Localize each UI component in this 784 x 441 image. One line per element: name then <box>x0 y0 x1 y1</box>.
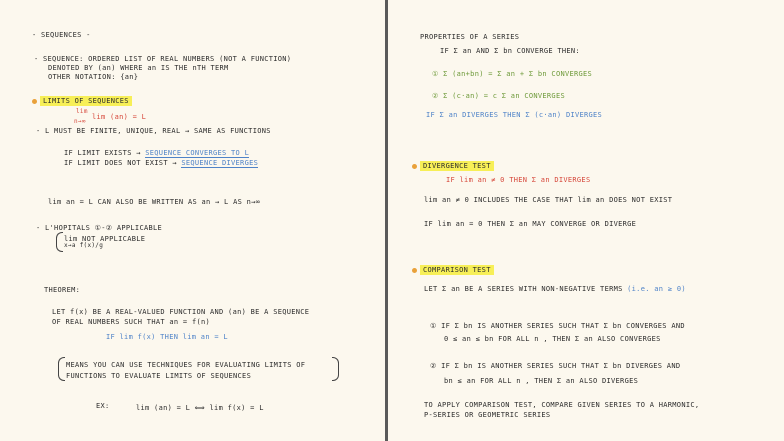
bullet-icon <box>412 268 417 273</box>
example-label: EX: <box>96 402 110 410</box>
lhopital-note: - L'HOPITALS ①-② APPLICABLE <box>36 224 163 232</box>
theorem-meaning-1: MEANS YOU CAN USE TECHNIQUES FOR EVALUATING LIMITS OF <box>66 361 306 369</box>
theorem-line-3: IF lim f(x) THEN lim an = L <box>106 333 228 341</box>
paren-right <box>332 357 339 381</box>
limit-exists-note: IF LIMIT EXISTS → SEQUENCE CONVERGES TO L <box>64 149 250 157</box>
comparison-case-1b: 0 ≤ an ≤ bn FOR ALL n , THEN Σ an ALSO CONVERGES <box>444 335 661 343</box>
properties-title: PROPERTIES OF A SERIES <box>420 33 520 41</box>
comparison-heading: COMPARISON TEST <box>412 266 494 274</box>
property-scalar: ② Σ (c·an) = c Σ an CONVERGES <box>432 92 565 100</box>
comparison-case-2a: ② IF Σ bn IS ANOTHER SERIES SUCH THAT Σ bn DIVERGES AND <box>430 362 681 370</box>
sequence-denoted: DENOTED BY (an) WHERE an IS THE nTH TERM <box>48 64 229 72</box>
comparison-case-1a: ① IF Σ bn IS ANOTHER SERIES SUCH THAT Σ bn CONVERGES AND <box>430 322 685 330</box>
limits-heading: LIMITS OF SEQUENCES <box>32 97 132 105</box>
bullet-icon <box>32 99 37 104</box>
comparison-tip-2: P-SERIES OR GEOMETRIC SERIES <box>424 411 551 419</box>
column-divider <box>385 0 388 441</box>
divergence-rule: IF lim an ≠ 0 THEN Σ an DIVERGES <box>446 176 591 184</box>
theorem-title: THEOREM: <box>44 286 81 294</box>
theorem-line-1: LET f(x) BE A REAL-VALUED FUNCTION AND (an) BE A SEQUENCE <box>52 308 310 316</box>
limit-not-exist-note: IF LIMIT DOES NOT EXIST → SEQUENCE DIVERGES <box>64 159 259 167</box>
properties-condition: IF Σ an AND Σ bn CONVERGE THEN: <box>440 47 580 55</box>
sequence-other-notation: OTHER NOTATION: {an} <box>48 73 139 81</box>
theorem-line-2: OF REAL NUMBERS SUCH THAT an = f(n) <box>52 318 211 326</box>
limit-note-finite: - L MUST BE FINITE, UNIQUE, REAL → SAME AS FUNCTIONS <box>36 127 271 135</box>
limit-equation: lim (an) = L <box>92 113 147 121</box>
divergence-zero-note: IF lim an = 0 THEN Σ an MAY CONVERGE OR DIVERGE <box>424 220 637 228</box>
bullet-icon <box>412 164 417 169</box>
property-sum: ① Σ (an+bn) = Σ an + Σ bn CONVERGES <box>432 70 593 78</box>
limit-lim: lim <box>76 108 88 115</box>
page-title: - SEQUENCES - <box>32 31 91 39</box>
limit-equation-sub: n→∞ <box>74 118 86 125</box>
sequence-definition: - SEQUENCE: ORDERED LIST OF REAL NUMBERS (NOT A FUNCTION) <box>34 55 292 63</box>
divergence-heading: DIVERGENCE TEST <box>412 162 494 170</box>
comparison-tip-1: TO APPLY COMPARISON TEST, COMPARE GIVEN SERIES TO A HARMONIC, <box>424 401 700 409</box>
paren-left <box>58 357 65 381</box>
lhopital-not-applicable: lim NOT APPLICABLE <box>64 235 146 243</box>
lhopital-sub: x→a f(x)/g <box>64 242 104 249</box>
property-diverge: IF Σ an DIVERGES THEN Σ (c·an) DIVERGES <box>426 111 603 119</box>
divergence-note: lim an ≠ 0 INCLUDES THE CASE THAT lim an DOES NOT EXIST <box>424 196 673 204</box>
example-equation: lim (an) = L ⟺ lim f(x) = L <box>136 404 264 412</box>
alt-notation-note: lim an = L CAN ALSO BE WRITTEN AS an → L AS n→∞ <box>48 198 261 206</box>
comparison-case-2b: bn ≤ an FOR ALL n , THEN Σ an ALSO DIVERGES <box>444 377 639 385</box>
lhopital-bracket <box>56 232 63 252</box>
theorem-meaning-2: FUNCTIONS TO EVALUATE LIMITS OF SEQUENCES <box>66 372 252 380</box>
comparison-let: LET Σ an BE A SERIES WITH NON-NEGATIVE TERMS (i.e. an ≥ 0) <box>424 285 686 293</box>
